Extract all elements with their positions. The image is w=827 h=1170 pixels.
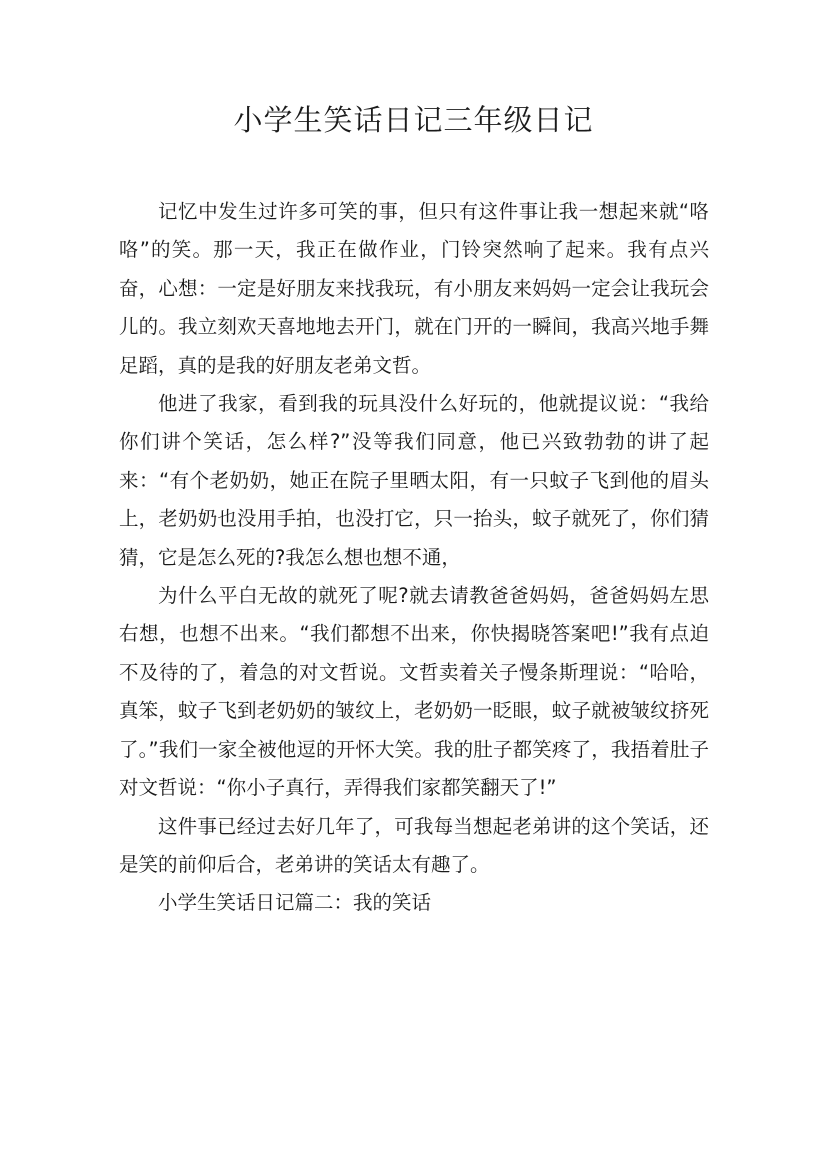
document-body	[119, 193, 709, 923]
paragraph-4: 这件事已经过去好几年了，可我每当想起老弟讲的这个笑话，还是笑的前仰后合，老弟讲的笑话太有趣了。	[119, 814, 709, 876]
section-heading-paragraph: 小学生笑话日记篇二：我的笑话	[158, 891, 432, 915]
paragraph-3: 为什么平白无故的就死了呢?就去请教爸爸妈妈，爸爸妈妈左思右想，也想不出来。“我们都想不出来，你快揭晓答案吧!”我有点迫不及待的了，着急的对文哲说。文哲卖着关子慢条斯理说：“哈哈，真笨，蚊子飞到老奶奶的皱纹上，老奶奶一眨眼，蚊子就被皱纹挤死了。”我们一家全被他逗的开怀大笑。我的肚子都笑疼了，我捂着肚子对文哲说：“你小子真行，弄得我们家都笑翻天了!”	[119, 584, 709, 800]
paragraph-2: 他进了我家，看到我的玩具没什么好玩的，他就提议说：“我给你们讲个笑话，怎么样?”没等我们同意，他已兴致勃勃的讲了起来：“有个老奶奶，她正在院子里晒太阳，有一只蚊子飞到他的眉头上，老奶奶也没用手拍，也没打它，只一抬头，蚊子就死了，你们猜猜，它是怎么死的?我怎么想也想不通，	[119, 392, 709, 569]
document-title: 小学生笑话日记三年级日记	[233, 103, 594, 137]
paragraph-1: 记忆中发生过许多可笑的事，但只有这件事让我一想起来就“咯咯”的笑。那一天，我正在做作业，门铃突然响了起来。我有点兴奋，心想：一定是好朋友来找我玩，有小朋友来妈妈一定会让我玩会儿的。我立刻欢天喜地地去开门，就在门开的一瞬间，我高兴地手舞足蹈，真的是我的好朋友老弟文哲。	[119, 200, 709, 377]
